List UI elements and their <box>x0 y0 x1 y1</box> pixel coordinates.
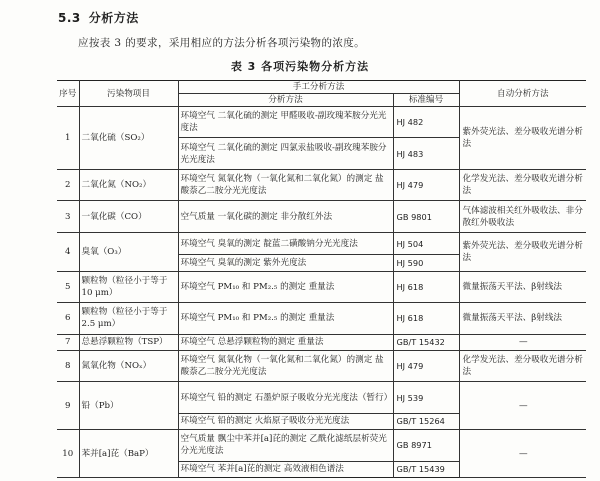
cell-standard: HJ 618 <box>393 271 459 302</box>
cell-seq: 6 <box>57 303 79 334</box>
cell-seq: 4 <box>57 232 79 271</box>
table-row <box>57 430 586 461</box>
cell-auto-method: 化学发光法、差分吸收光谱分析法 <box>459 169 586 200</box>
cell-standard: HJ 479 <box>393 350 459 381</box>
cell-seq: 3 <box>57 201 79 232</box>
table-row <box>57 303 586 334</box>
cell-pollutant: 氮氧化物（NOₓ） <box>79 350 178 381</box>
header-manual: 手工分析方法 <box>178 81 459 94</box>
cell-standard: HJ 618 <box>393 303 459 334</box>
cell-standard: HJ 482 <box>393 107 459 138</box>
cell-pollutant: 总悬浮颗粒物（TSP） <box>79 334 178 350</box>
cell-standard: GB/T 15432 <box>393 334 459 350</box>
table-caption: 表 3 各项污染物分析方法 <box>230 60 370 73</box>
table-row <box>57 271 586 302</box>
cell-pollutant: 臭氧（O₃） <box>79 232 178 271</box>
cell-seq: 9 <box>57 382 79 430</box>
header-auto: 自动分析方法 <box>459 81 586 107</box>
cell-method: 环境空气 铅的测定 石墨炉原子吸收分光光度法（暂行） <box>178 382 393 413</box>
cell-standard: HJ 504 <box>393 232 459 255</box>
header-standard: 标准编号 <box>393 94 459 107</box>
section-title: 分析方法 <box>88 11 139 25</box>
cell-method: 环境空气 PM₁₀ 和 PM₂.₅ 的测定 重量法 <box>178 303 393 334</box>
cell-pollutant: 铅（Pb） <box>79 382 178 430</box>
cell-auto-method: — <box>459 334 586 350</box>
cell-auto-method: 微量振荡天平法、β射线法 <box>459 303 586 334</box>
cell-seq: 1 <box>57 107 79 170</box>
cell-pollutant: 二氧化硫（SO₂） <box>79 107 178 170</box>
cell-standard: GB 9801 <box>393 201 459 232</box>
table-row <box>57 201 586 232</box>
table-row <box>57 107 586 138</box>
cell-seq: 10 <box>57 430 79 478</box>
cell-pollutant: 二氧化氮（NO₂） <box>79 169 178 200</box>
cell-method: 空气质量 飘尘中苯并[a]芘的测定 乙酰化滤纸层析荧光分光光度法 <box>178 430 393 461</box>
cell-auto-method: — <box>459 430 586 478</box>
cell-standard: HJ 483 <box>393 138 459 169</box>
cell-standard: HJ 479 <box>393 169 459 200</box>
cell-method: 环境空气 苯并[a]芘的测定 高效液相色谱法 <box>178 461 393 477</box>
cell-method: 环境空气 铅的测定 火焰原子吸收分光光度法 <box>178 413 393 429</box>
header-method: 分析方法 <box>178 94 393 107</box>
section-heading <box>58 9 139 26</box>
cell-standard: GB 8971 <box>393 430 459 461</box>
cell-standard: GB/T 15439 <box>393 461 459 477</box>
cell-auto-method: 微量振荡天平法、β射线法 <box>459 271 586 302</box>
cell-method: 环境空气 PM₁₀ 和 PM₂.₅ 的测定 重量法 <box>178 271 393 302</box>
cell-standard: HJ 539 <box>393 382 459 413</box>
cell-pollutant: 一氧化碳（CO） <box>79 201 178 232</box>
cell-method: 环境空气 氮氧化物（一氧化氮和二氧化氮）的测定 盐酸萘乙二胺分光光度法 <box>178 169 393 200</box>
table-row <box>57 232 586 255</box>
table-row <box>57 169 586 200</box>
header-seq: 序号 <box>57 81 79 107</box>
cell-method: 环境空气 臭氧的测定 靛蓝二磺酸钠分光光度法 <box>178 232 393 255</box>
cell-auto-method: 紫外荧光法、差分吸收光谱分析法 <box>459 232 586 271</box>
cell-seq: 7 <box>57 334 79 350</box>
cell-auto-method: — <box>459 382 586 430</box>
cell-standard: GB/T 15264 <box>393 413 459 429</box>
cell-pollutant: 颗粒物（粒径小于等于10 μm） <box>79 271 178 302</box>
table-row <box>57 350 586 381</box>
intro-paragraph: 应按表 3 的要求，采用相应的方法分析各项污染物的浓度。 <box>78 37 366 49</box>
cell-method: 环境空气 二氧化硫的测定 甲醛吸收-副玫瑰苯胺分光光度法 <box>178 107 393 138</box>
cell-auto-method: 气体滤波相关红外吸收法、非分散红外吸收法 <box>459 201 586 232</box>
table-row <box>57 382 586 413</box>
cell-pollutant: 苯并[a]芘（BaP） <box>79 430 178 478</box>
cell-standard: HJ 590 <box>393 255 459 271</box>
cell-method: 环境空气 总悬浮颗粒物的测定 重量法 <box>178 334 393 350</box>
cell-method: 环境空气 氮氧化物（一氧化氮和二氧化氮）的测定 盐酸萘乙二胺分光光度法 <box>178 350 393 381</box>
cell-method: 环境空气 臭氧的测定 紫外光度法 <box>178 255 393 271</box>
cell-seq: 2 <box>57 169 79 200</box>
cell-auto-method: 紫外荧光法、差分吸收光谱分析法 <box>459 107 586 170</box>
cell-auto-method: 化学发光法、差分吸收光谱分析法 <box>459 350 586 381</box>
cell-method: 环境空气 二氧化硫的测定 四氯汞盐吸收-副玫瑰苯胺分光光度法 <box>178 138 393 169</box>
header-item: 污染物项目 <box>79 81 178 107</box>
table-body <box>57 107 586 478</box>
analysis-methods-table <box>57 80 586 478</box>
cell-seq: 8 <box>57 350 79 381</box>
cell-pollutant: 颗粒物（粒径小于等于2.5 μm） <box>79 303 178 334</box>
section-number: 5.3 <box>58 11 81 25</box>
table-row <box>57 334 586 350</box>
cell-method: 空气质量 一氧化碳的测定 非分散红外法 <box>178 201 393 232</box>
cell-seq: 5 <box>57 271 79 302</box>
